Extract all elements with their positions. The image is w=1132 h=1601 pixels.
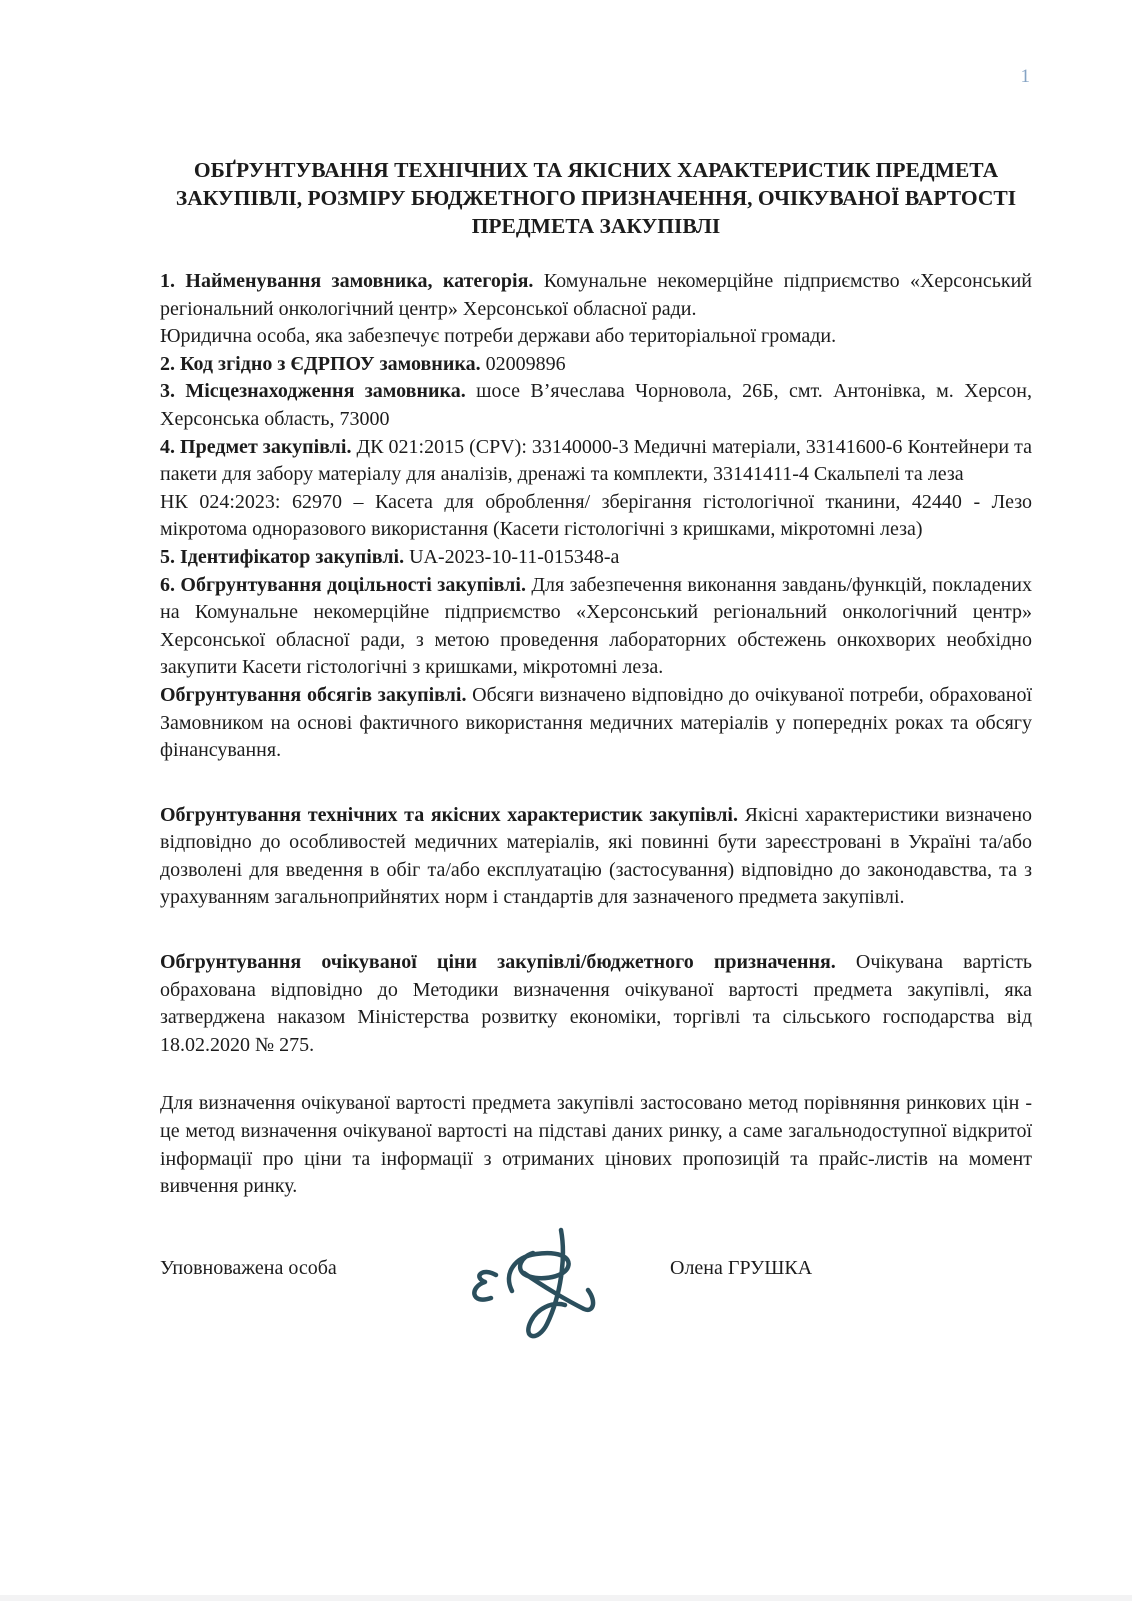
paragraph-text: 02009896 <box>485 352 566 375</box>
paragraph-text: Для визначення очікуваної вартості предмета закупівлі застосовано метод порівняння ринкових цін - це метод визначення очікуваної вартості на підставі даних ринку, а саме загальнодоступної відкритої інформації про ціни та інформації з отриманих цінових пропозицій та прайс-листів на момент вивчення ринку. <box>160 1092 1032 1198</box>
paragraph-justification-technical <box>160 802 1032 912</box>
paragraph-justification-volumes <box>160 682 1032 765</box>
paragraph-edrpou-code <box>160 351 1032 379</box>
paragraph-text: Очікувана вартість обрахована відповідно до Методики визначення очікуваної вартості предмета закупівлі, яка затверджена наказом Міністерства розвитку економіки, торгівлі та сільського господарства від 18.02.2020 № 275. <box>160 951 1032 1056</box>
paragraph-lead: Обгрунтування технічних та якісних характеристик закупівлі. <box>160 803 738 826</box>
paragraph-text: UA-2023-10-11-015348-a <box>409 545 620 568</box>
signature-role-label: Уповноважена особа <box>160 1256 337 1279</box>
paragraph-text: шосе В’ячеслава Чорновола, 26Б, смт. Антонівка, м. Херсон, Херсонська область, 73000 <box>160 380 1033 430</box>
paragraph-text: Обсяги визначено відповідно до очікуваної потреби, обрахованої Замовником на основі фактичного використання медичних матеріалів у попередніх роках та обсягу фінансування. <box>160 683 1033 762</box>
paragraph-procurement-id <box>160 544 1032 572</box>
paragraph-lead: 6. Обгрунтування доцільності закупівлі. <box>160 573 526 596</box>
paragraph-text: НК 024:2023: 62970 – Касета для оброблення/ зберігання гістологічної тканини, 42440 - Лезо мікротома одноразового використання (Касети гістологічні з кришками, мікротомні леза) <box>160 490 1032 541</box>
document-content <box>160 156 1032 1371</box>
paragraph-text: Комунальне некомерційне підприємство «Херсонський регіональний онкологічний центр» Херсонської обласної ради. <box>160 270 1033 320</box>
paragraph-justification-price <box>160 949 1032 1059</box>
signature-block <box>160 1231 1032 1371</box>
signature-name: Олена ГРУШКА <box>670 1256 813 1279</box>
page-number: 1 <box>1020 66 1030 87</box>
paragraph-lead: 1. Найменування замовника, категорія. <box>160 270 534 292</box>
paragraph-location <box>160 378 1032 433</box>
paragraph-lead: Обгрунтування обсягів закупівлі. <box>160 683 467 706</box>
paragraph-nk-codes <box>160 489 1032 544</box>
paragraph-lead: 3. Місцезнаходження замовника. <box>160 380 466 403</box>
page-bottom-edge <box>0 1595 1132 1601</box>
paragraph-lead: 5. Ідентифікатор закупівлі. <box>160 545 405 568</box>
paragraph-procurement-subject <box>160 434 1032 489</box>
paragraph-text: Юридична особа, яка забезпечує потреби держави або територіальної громади. <box>160 325 837 348</box>
paragraph-market-method <box>160 1090 1032 1200</box>
paragraph-text: Для забезпечення виконання завдань/функцій, покладених на Комунальне некомерційне підприємство «Херсонський регіональний онкологічний центр» Херсонської обласної ради, з метою проведення лабораторних обстежень онкохворих необхідно закупити Касети гістологічні з кришками, мікротомні леза. <box>160 573 1032 679</box>
paragraph-justification-expediency <box>160 572 1032 682</box>
paragraph-lead: 2. Код згідно з ЄДРПОУ замовника. <box>160 352 481 375</box>
paragraph-legal-entity <box>160 323 1032 351</box>
document-title: ОБҐРУНТУВАННЯ ТЕХНІЧНИХ ТА ЯКІСНИХ ХАРАКТЕРИСТИК ПРЕДМЕТА ЗАКУПІВЛІ, РОЗМІРУ БЮДЖЕТНОГО ПРИЗНАЧЕННЯ, ОЧІКУВАНОЇ ВАРТОСТІ ПРЕДМЕТА ЗАКУПІВЛІ <box>175 158 1017 238</box>
paragraph-lead: Обгрунтування очікуваної ціни закупівлі/бюджетного призначення. <box>160 951 836 974</box>
paragraph-lead: 4. Предмет закупівлі. <box>160 435 352 458</box>
signature-scribble-icon <box>460 1213 620 1348</box>
paragraph-text: Якісні характеристики визначено відповідно до особливостей медичних матеріалів, які повинні бути зареєстровані в Україні та/або дозволені для введення в обіг та/або експлуатацію (застосування) відповідно до законодавства, та з урахуванням загальноприйнятих норм і стандартів для зазначеного предмета закупівлі. <box>160 803 1033 909</box>
paragraph-text: ДК 021:2015 (CPV): 33140000-3 Медичні матеріали, 33141600-6 Контейнери та пакети для забору матеріалу для аналізів, дренажі та комплекти, 33141411-4 Скальпелі та леза <box>160 435 1033 486</box>
paragraph-customer-name <box>160 268 1032 323</box>
